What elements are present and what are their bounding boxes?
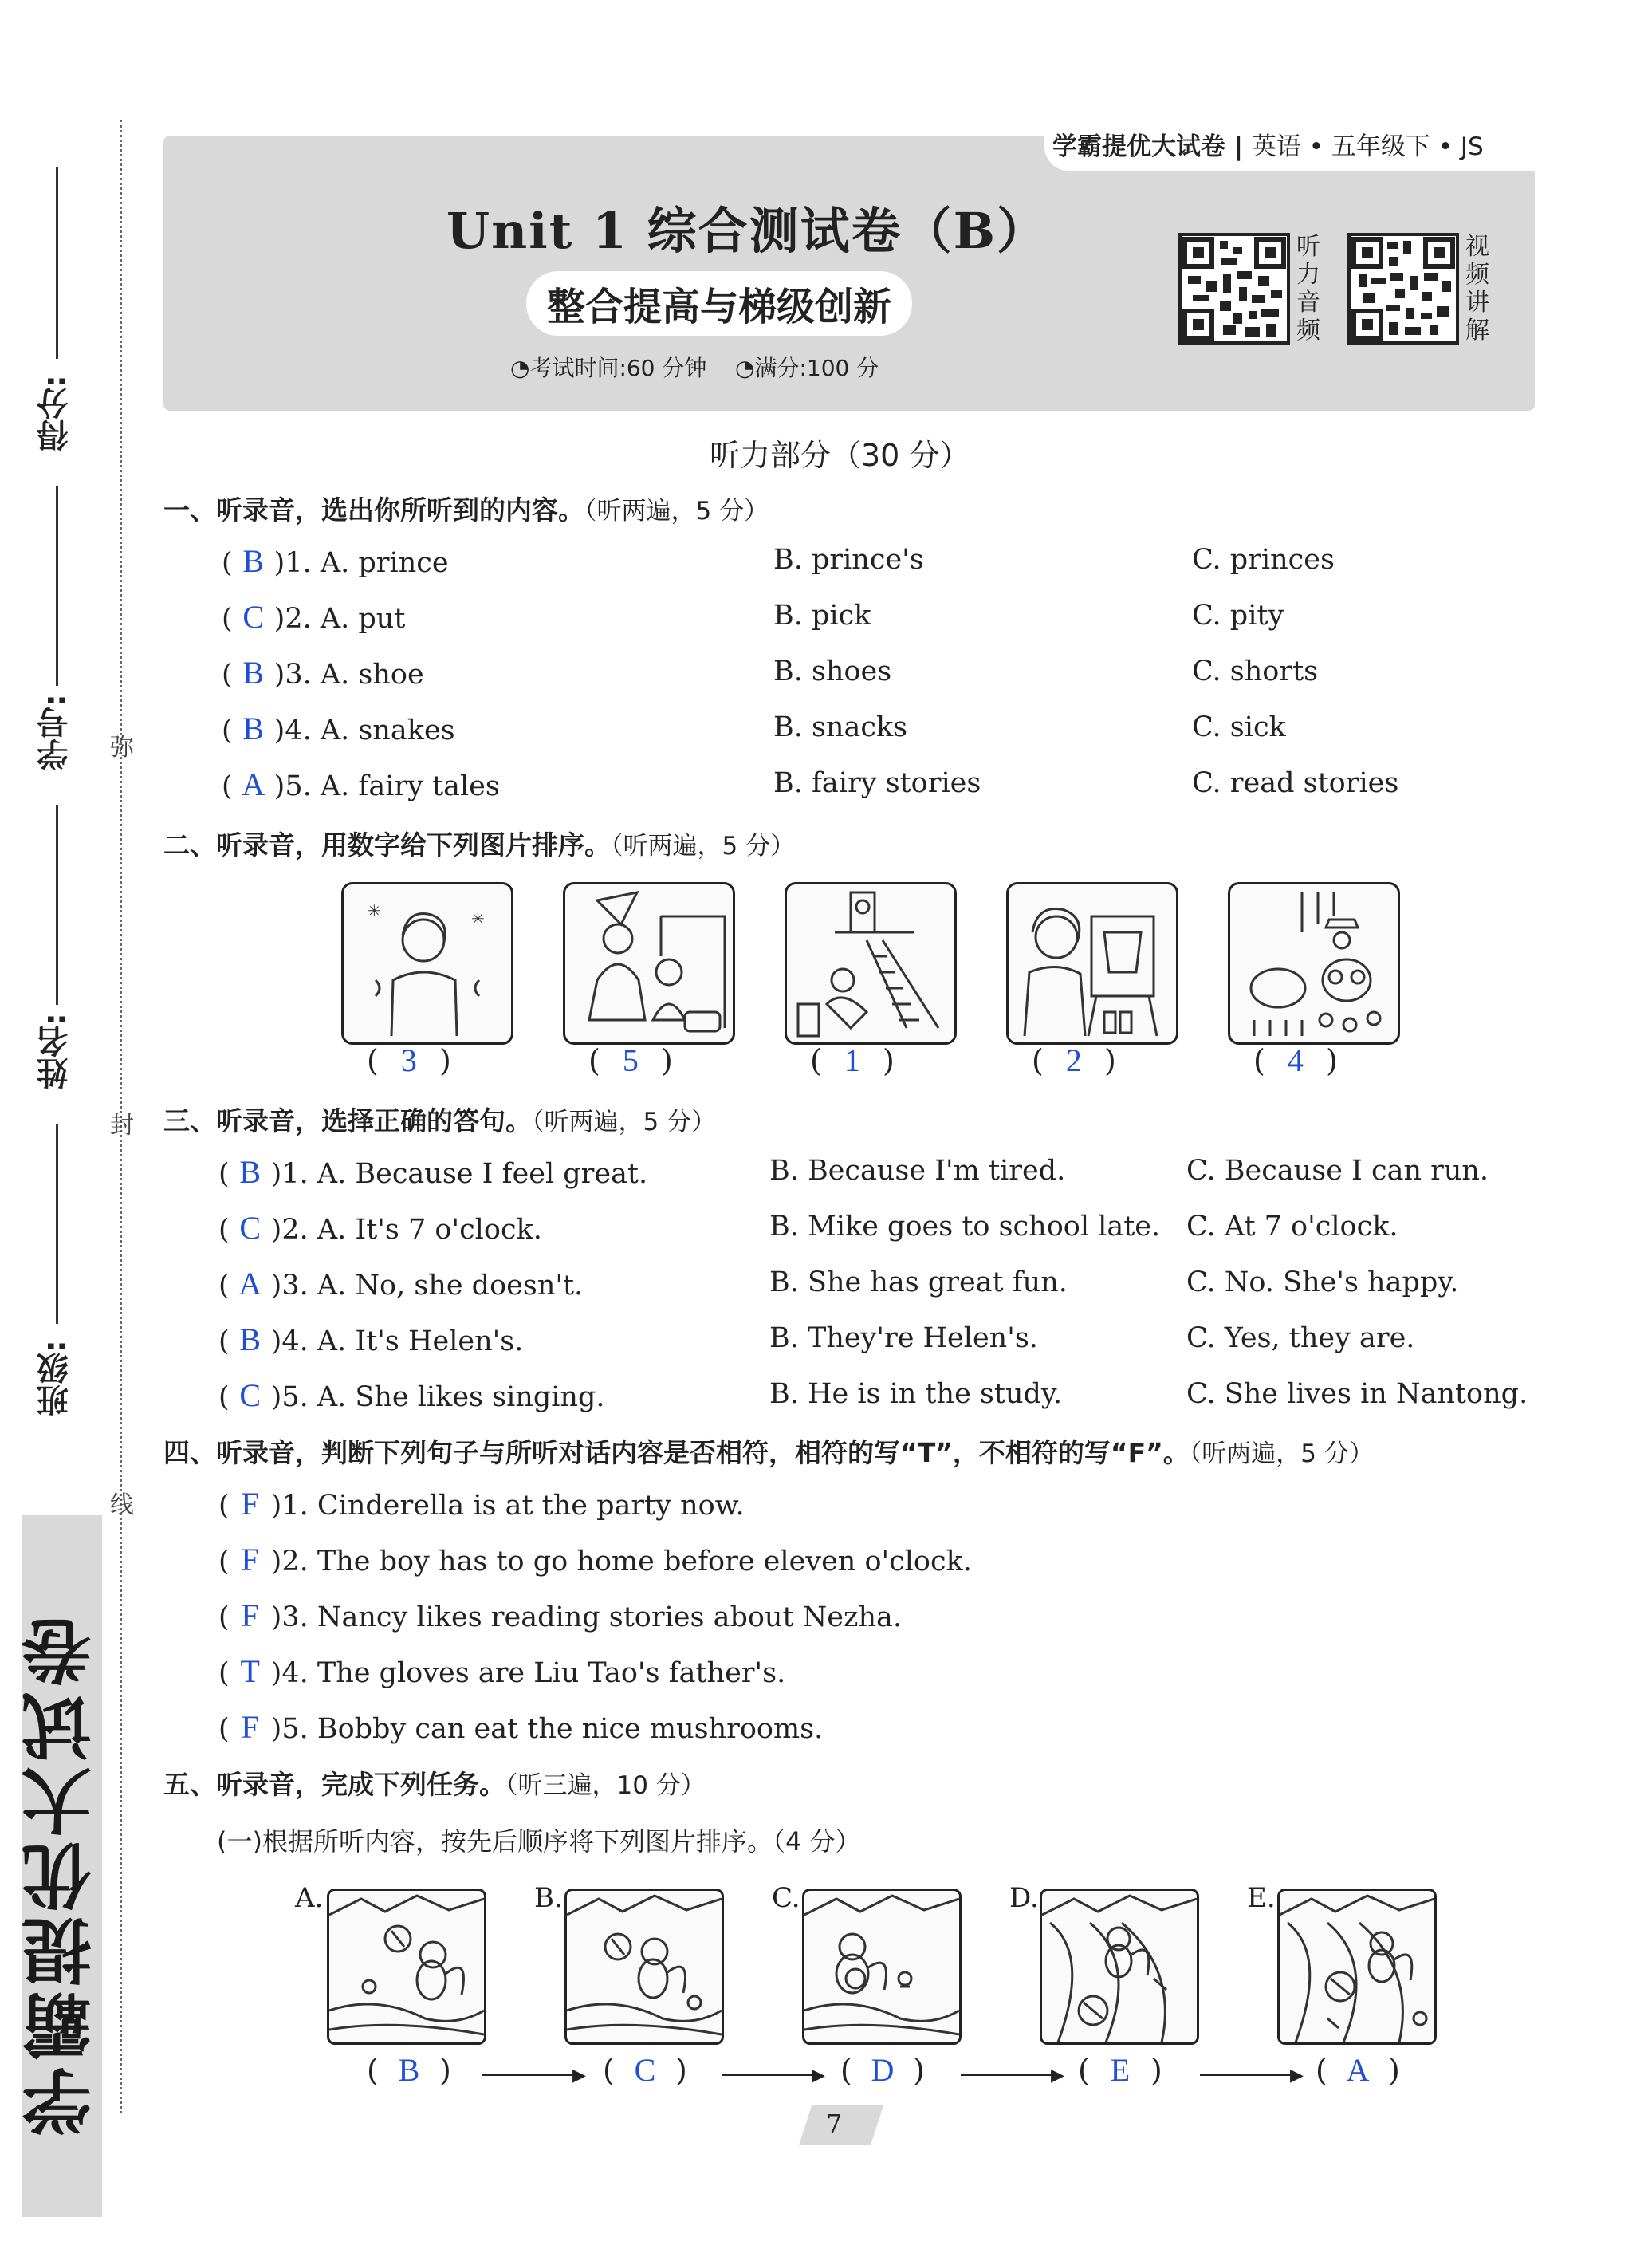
s1-q2: ( C )2. A. put: [222, 599, 406, 635]
s5-pic-label-c: C.: [772, 1882, 800, 1914]
s3-q1: ( B )1. A. Because I feel great.: [218, 1154, 648, 1190]
s2-picture-1: [341, 882, 513, 1045]
s5-picture-e: [1277, 1889, 1437, 2045]
s3-q3-num: 3.: [281, 1270, 309, 1302]
s1-q5-answer: A: [242, 766, 266, 802]
section-4-heading: [163, 1432, 1374, 1470]
exam-info: [510, 351, 879, 383]
s3-q3-b: B. She has great fun.: [769, 1266, 1068, 1298]
section-2-heading: [163, 825, 795, 862]
cut-char-1: 弥: [110, 734, 134, 762]
s4-q5: ( F )5. Bobby can eat the nice mushrooms.: [218, 1709, 824, 1745]
arrow-4: [1200, 2074, 1296, 2076]
s4-q3: ( F )3. Nancy likes reading stories about Nezha.: [218, 1597, 902, 1633]
svg-text:✳: ✳: [471, 909, 485, 928]
s2-answer-4: ( 2 ): [1032, 1042, 1116, 1078]
s2-picture-2: [563, 882, 735, 1045]
arrow-head-1: ▶: [572, 2066, 586, 2085]
s5-pic-label-a: A.: [295, 1882, 324, 1914]
s4-q4-text: The gloves are Liu Tao's father's.: [317, 1657, 786, 1689]
arrow-head-3: ▶: [1051, 2066, 1064, 2085]
s5-picture-d: [1040, 1889, 1199, 2045]
s3-q2-b: B. Mike goes to school late.: [769, 1211, 1161, 1243]
s5-order-4-value: E: [1110, 2052, 1131, 2088]
cut-char-2: 封: [110, 1112, 134, 1140]
section-5-heading: [163, 1764, 706, 1802]
s1-q5: ( A )5. A. fairy tales: [222, 766, 500, 802]
section-2-note: （听两遍，5 分）: [611, 832, 796, 861]
listening-part-heading: 听力部分（30 分）: [710, 438, 970, 473]
s4-q4: ( T )4. The gloves are Liu Tao's father's.: [218, 1653, 786, 1689]
s3-q5: ( C )5. A. She likes singing.: [218, 1377, 605, 1413]
s3-q2-a: A. It's 7 o'clock.: [317, 1214, 542, 1246]
s5-order-3: ( D ): [840, 2052, 925, 2088]
s5-order-1-value: B: [398, 2052, 420, 2088]
s1-q1-c: C. princes: [1192, 544, 1335, 576]
section-5-sub-heading: (一)根据所听内容，按先后顺序将下列图片排序。（4 分）: [217, 1826, 861, 1857]
s3-q3: ( A )3. A. No, she doesn't.: [218, 1266, 584, 1302]
class-blank-line: [56, 1124, 58, 1324]
s4-q1-num: 1.: [281, 1490, 309, 1522]
s3-q4: ( B )4. A. It's Helen's.: [218, 1321, 524, 1357]
s5-order-1: ( B ): [367, 2052, 451, 2088]
series-brand: 学霸提优大试卷: [1052, 132, 1225, 161]
class-label: 班级:: [37, 1340, 73, 1416]
s3-q5-c: C. She lives in Nantong.: [1186, 1378, 1528, 1410]
section-5-note: （听三遍，10 分）: [505, 1771, 706, 1800]
s1-q3-answer: B: [242, 655, 264, 691]
s3-q4-b: B. They're Helen's.: [769, 1322, 1038, 1354]
section-4-title: 四、听录音，判断下列句子与所听对话内容是否相符，相符的写“T”，不相符的写“F”。: [163, 1437, 1190, 1468]
s4-q2: ( F )2. The boy has to go home before eleven o'clock.: [218, 1542, 972, 1577]
s3-q1-c: C. Because I can run.: [1186, 1155, 1489, 1187]
s1-q3-c: C. shorts: [1192, 656, 1319, 687]
s4-q2-num: 2.: [281, 1546, 309, 1577]
page-number: 7: [826, 2109, 843, 2139]
section-1-title: 一、听录音，选出你所听到的内容。: [163, 494, 584, 526]
arrow-2: [722, 2074, 817, 2076]
s3-q5-answer: C: [239, 1377, 261, 1413]
qr-code-audio[interactable]: [1178, 233, 1290, 345]
s1-q3-b: B. shoes: [773, 656, 892, 687]
series-title: 学霸提优大试卷 | 英语 • 五年级下 • JS: [1052, 132, 1484, 161]
s5-pic-label-b: B.: [534, 1882, 563, 1914]
s2-answer-3: ( 1 ): [810, 1042, 895, 1078]
s4-q5-text: Bobby can eat the nice mushrooms.: [317, 1713, 824, 1745]
s3-q2-answer: C: [239, 1210, 261, 1246]
s3-q4-c: C. Yes, they are.: [1186, 1322, 1415, 1354]
name-label: 姓名:: [37, 1013, 73, 1089]
s4-q4-num: 4.: [281, 1657, 309, 1689]
arrow-1: [482, 2074, 578, 2076]
s3-q2: ( C )2. A. It's 7 o'clock.: [218, 1210, 542, 1246]
section-3-note: （听两遍，5 分）: [532, 1108, 717, 1136]
s1-q1-a: A. prince: [320, 547, 449, 579]
s2-answer-1-value: 3: [400, 1042, 417, 1078]
s1-q5-a: A. fairy tales: [320, 770, 500, 802]
s1-q5-num: 5.: [285, 770, 312, 802]
s1-q1: ( B )1. A. prince: [222, 543, 449, 579]
section-5-title: 五、听录音，完成下列任务。: [163, 1769, 505, 1800]
s1-q2-answer: C: [242, 599, 264, 635]
s1-q4-b: B. snacks: [773, 711, 908, 743]
s3-q5-b: B. He is in the study.: [769, 1378, 1063, 1410]
svg-text:✳: ✳: [368, 901, 381, 920]
s3-q4-num: 4.: [281, 1325, 309, 1357]
s5-order-2: ( C ): [603, 2052, 687, 2088]
clock-icon: ◔: [735, 355, 755, 381]
score-blank-line: [56, 167, 58, 359]
s4-q2-text: The boy has to go home before eleven o'clock.: [317, 1546, 972, 1577]
s3-q5-num: 5.: [281, 1381, 309, 1413]
s2-answer-4-value: 2: [1065, 1042, 1082, 1078]
margin-brand: 学霸提优大试卷: [21, 1612, 103, 2137]
section-4-note: （听两遍，5 分）: [1189, 1440, 1374, 1468]
s1-q3-a: A. shoe: [320, 659, 424, 691]
s1-q1-answer: B: [242, 543, 264, 579]
s5-order-3-value: D: [871, 2052, 895, 2088]
s3-q2-num: 2.: [281, 1214, 309, 1246]
name-blank-line: [56, 805, 58, 1005]
s5-picture-c: [802, 1889, 962, 2045]
page-title: Unit 1 综合测试卷（B）: [446, 202, 1048, 260]
s2-picture-3: [785, 882, 957, 1045]
student-id-blank-line: [56, 486, 58, 686]
s1-q3: ( B )3. A. shoe: [222, 655, 424, 691]
s2-answer-2: ( 5 ): [588, 1042, 673, 1078]
s1-q3-num: 3.: [285, 659, 312, 691]
clock-icon: ◔: [510, 355, 530, 381]
s3-q4-answer: B: [239, 1321, 261, 1357]
s1-q4-answer: B: [242, 711, 264, 746]
s5-pic-label-e: E.: [1247, 1882, 1276, 1914]
s5-order-4: ( E ): [1078, 2052, 1162, 2088]
s1-q4-num: 4.: [285, 715, 312, 746]
s2-answer-2-value: 5: [622, 1042, 639, 1078]
s4-q1-answer: F: [241, 1486, 259, 1522]
s5-order-5-value: A: [1346, 2052, 1370, 2088]
s1-q5-c: C. read stories: [1192, 767, 1399, 799]
s4-q3-text: Nancy likes reading stories about Nezha.: [317, 1601, 902, 1633]
s2-answer-1: ( 3 ): [367, 1042, 451, 1078]
exam-time: 考试时间:60 分钟: [529, 355, 707, 381]
s4-q5-num: 5.: [281, 1713, 309, 1745]
s2-picture-5: [1228, 882, 1400, 1045]
qr-code-video[interactable]: [1347, 233, 1459, 345]
s2-answer-5-value: 4: [1287, 1042, 1304, 1078]
s2-picture-4: [1006, 882, 1178, 1045]
s5-pic-label-d: D.: [1009, 1882, 1039, 1914]
s3-q3-answer: A: [238, 1266, 262, 1302]
arrow-head-2: ▶: [812, 2066, 825, 2085]
score-label: 得分:: [37, 375, 73, 451]
section-1-note: （听两遍，5 分）: [584, 497, 769, 526]
s1-q2-c: C. pity: [1192, 600, 1284, 632]
page-subtitle: 整合提高与梯级创新: [526, 271, 912, 336]
s4-q5-answer: F: [241, 1709, 259, 1745]
s3-q4-a: A. It's Helen's.: [317, 1325, 524, 1357]
s1-q5-b: B. fairy stories: [773, 767, 981, 799]
s1-q2-a: A. put: [320, 603, 406, 635]
s1-q2-num: 2.: [285, 603, 312, 635]
s2-answer-5: ( 4 ): [1253, 1042, 1338, 1078]
s1-q2-b: B. pick: [773, 600, 871, 632]
s3-q1-num: 1.: [281, 1158, 309, 1190]
student-id-label: 学号:: [37, 694, 73, 770]
s1-q4: ( B )4. A. snakes: [222, 711, 455, 746]
s4-q2-answer: F: [241, 1542, 259, 1577]
arrow-head-4: ▶: [1290, 2066, 1304, 2085]
s3-q2-c: C. At 7 o'clock.: [1186, 1211, 1398, 1243]
s3-q1-b: B. Because I'm tired.: [769, 1155, 1066, 1187]
s5-picture-b: [564, 1889, 724, 2045]
s3-q1-answer: B: [239, 1154, 261, 1190]
s1-q1-num: 1.: [285, 547, 312, 579]
section-1-heading: [163, 490, 769, 527]
section-3-heading: [163, 1101, 716, 1138]
section-2-title: 二、听录音，用数字给下列图片排序。: [163, 829, 611, 861]
s3-q3-a: A. No, she doesn't.: [317, 1270, 584, 1302]
s1-q1-b: B. prince's: [773, 544, 924, 576]
s4-q1-text: Cinderella is at the party now.: [317, 1490, 745, 1522]
arrow-3: [961, 2074, 1056, 2076]
s3-q5-a: A. She likes singing.: [317, 1381, 605, 1413]
s3-q3-c: C. No. She's happy.: [1186, 1266, 1459, 1298]
s2-answer-3-value: 1: [844, 1042, 860, 1078]
section-3-title: 三、听录音，选择正确的答句。: [163, 1105, 532, 1136]
series-subject: 英语 • 五年级下 • JS: [1251, 132, 1484, 161]
s1-q4-a: A. snakes: [320, 715, 455, 746]
exam-score: 满分:100 分: [754, 355, 879, 381]
s5-order-5: ( A ): [1316, 2052, 1400, 2088]
qr-label-audio: 听力音频: [1296, 233, 1320, 345]
s3-q1-a: A. Because I feel great.: [317, 1158, 648, 1190]
s4-q1: ( F )1. Cinderella is at the party now.: [218, 1486, 745, 1522]
cut-char-3: 线: [110, 1491, 134, 1519]
s4-q4-answer: T: [240, 1653, 260, 1689]
s5-order-2-value: C: [634, 2052, 656, 2088]
s4-q3-answer: F: [241, 1597, 259, 1633]
s4-q3-num: 3.: [281, 1601, 309, 1633]
s1-q4-c: C. sick: [1192, 711, 1286, 743]
s5-picture-a: [327, 1889, 486, 2045]
qr-label-video: 视频讲解: [1465, 233, 1489, 345]
